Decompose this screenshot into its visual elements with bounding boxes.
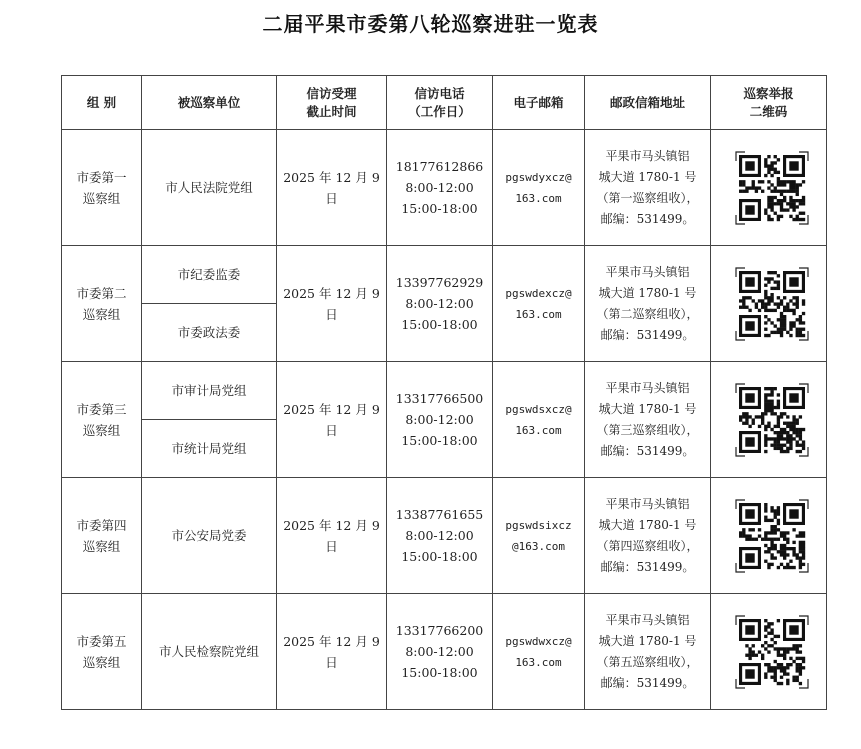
table-row — [62, 246, 827, 304]
phone-number: 13317766200 — [395, 623, 484, 638]
table-row — [62, 594, 827, 710]
phone-cell: 13397762929 8:00-12:00 15:00-18:00 — [387, 246, 493, 362]
phone-number: 13397762929 — [395, 275, 484, 290]
phone-number: 13317766500 — [395, 391, 484, 406]
page-title: 二届平果市委第八轮巡察进驻一览表 — [262, 12, 599, 36]
qr-code-icon[interactable] — [733, 613, 805, 685]
address-cell: 平果市马头镇铝 城大道 1780-1 号 （第四巡察组收）， 邮编：531499。 — [585, 478, 711, 594]
email-cell: pgswdsxcz@ 163.com — [493, 362, 585, 478]
qrcode-cell — [711, 478, 827, 594]
table-row — [62, 478, 827, 594]
address-cell: 平果市马头镇铝 城大道 1780-1 号 （第五巡察组收）， 邮编：531499。 — [585, 594, 711, 710]
header-address: 邮政信箱地址 — [585, 76, 711, 130]
group-cell: 市委第五 巡察组 — [62, 594, 142, 710]
email-cell: pgswdexcz@ 163.com — [493, 246, 585, 362]
header-row — [62, 76, 827, 130]
group-cell: 市委第二 巡察组 — [62, 246, 142, 362]
unit-cell: 市纪委监委 — [142, 246, 277, 304]
header-phone: 信访电话 （工作日） — [387, 76, 493, 130]
unit-cell: 市统计局党组 — [142, 420, 277, 478]
unit-cell: 市公安局党委 — [142, 478, 277, 594]
email-cell: pgswdwxcz@ 163.com — [493, 594, 585, 710]
qrcode-cell — [711, 362, 827, 478]
qrcode-cell — [711, 246, 827, 362]
qrcode-cell — [711, 130, 827, 246]
unit-cell: 市审计局党组 — [142, 362, 277, 420]
qrcode-cell — [711, 594, 827, 710]
unit-cell: 市委政法委 — [142, 304, 277, 362]
header-unit: 被巡察单位 — [142, 76, 277, 130]
header-group: 组 别 — [62, 76, 142, 130]
header-deadline: 信访受理 截止时间 — [277, 76, 387, 130]
unit-cell: 市人民法院党组 — [142, 130, 277, 246]
qr-code-icon[interactable] — [733, 265, 805, 337]
deadline-cell: 2025 年 12 月 9 日 — [277, 130, 387, 246]
address-cell: 平果市马头镇铝 城大道 1780-1 号 （第三巡察组收）， 邮编：531499。 — [585, 362, 711, 478]
table-row — [62, 362, 827, 420]
phone-cell: 13387761655 8:00-12:00 15:00-18:00 — [387, 478, 493, 594]
qr-code-icon[interactable] — [733, 149, 805, 221]
group-cell: 市委第四 巡察组 — [62, 478, 142, 594]
header-email: 电子邮箱 — [493, 76, 585, 130]
inspection-table — [61, 75, 827, 710]
group-cell: 市委第三 巡察组 — [62, 362, 142, 478]
phone-cell: 13317766500 8:00-12:00 15:00-18:00 — [387, 362, 493, 478]
header-qrcode: 巡察举报 二维码 — [711, 76, 827, 130]
address-cell: 平果市马头镇铝 城大道 1780-1 号 （第二巡察组收）， 邮编：531499。 — [585, 246, 711, 362]
deadline-cell: 2025 年 12 月 9 日 — [277, 362, 387, 478]
address-cell: 平果市马头镇铝 城大道 1780-1 号 （第一巡察组收）， 邮编：531499。 — [585, 130, 711, 246]
email-cell: pgswdsixcz @163.com — [493, 478, 585, 594]
deadline-cell: 2025 年 12 月 9 日 — [277, 594, 387, 710]
phone-cell: 18177612866 8:00-12:00 15:00-18:00 — [387, 130, 493, 246]
email-cell: pgswdyxcz@ 163.com — [493, 130, 585, 246]
qr-code-icon[interactable] — [733, 381, 805, 453]
phone-cell: 13317766200 8:00-12:00 15:00-18:00 — [387, 594, 493, 710]
group-cell: 市委第一 巡察组 — [62, 130, 142, 246]
table-row — [62, 130, 827, 246]
deadline-cell: 2025 年 12 月 9 日 — [277, 246, 387, 362]
unit-cell: 市人民检察院党组 — [142, 594, 277, 710]
qr-code-icon[interactable] — [733, 497, 805, 569]
phone-number: 18177612866 — [395, 159, 484, 174]
phone-number: 13387761655 — [395, 507, 484, 522]
deadline-cell: 2025 年 12 月 9 日 — [277, 478, 387, 594]
